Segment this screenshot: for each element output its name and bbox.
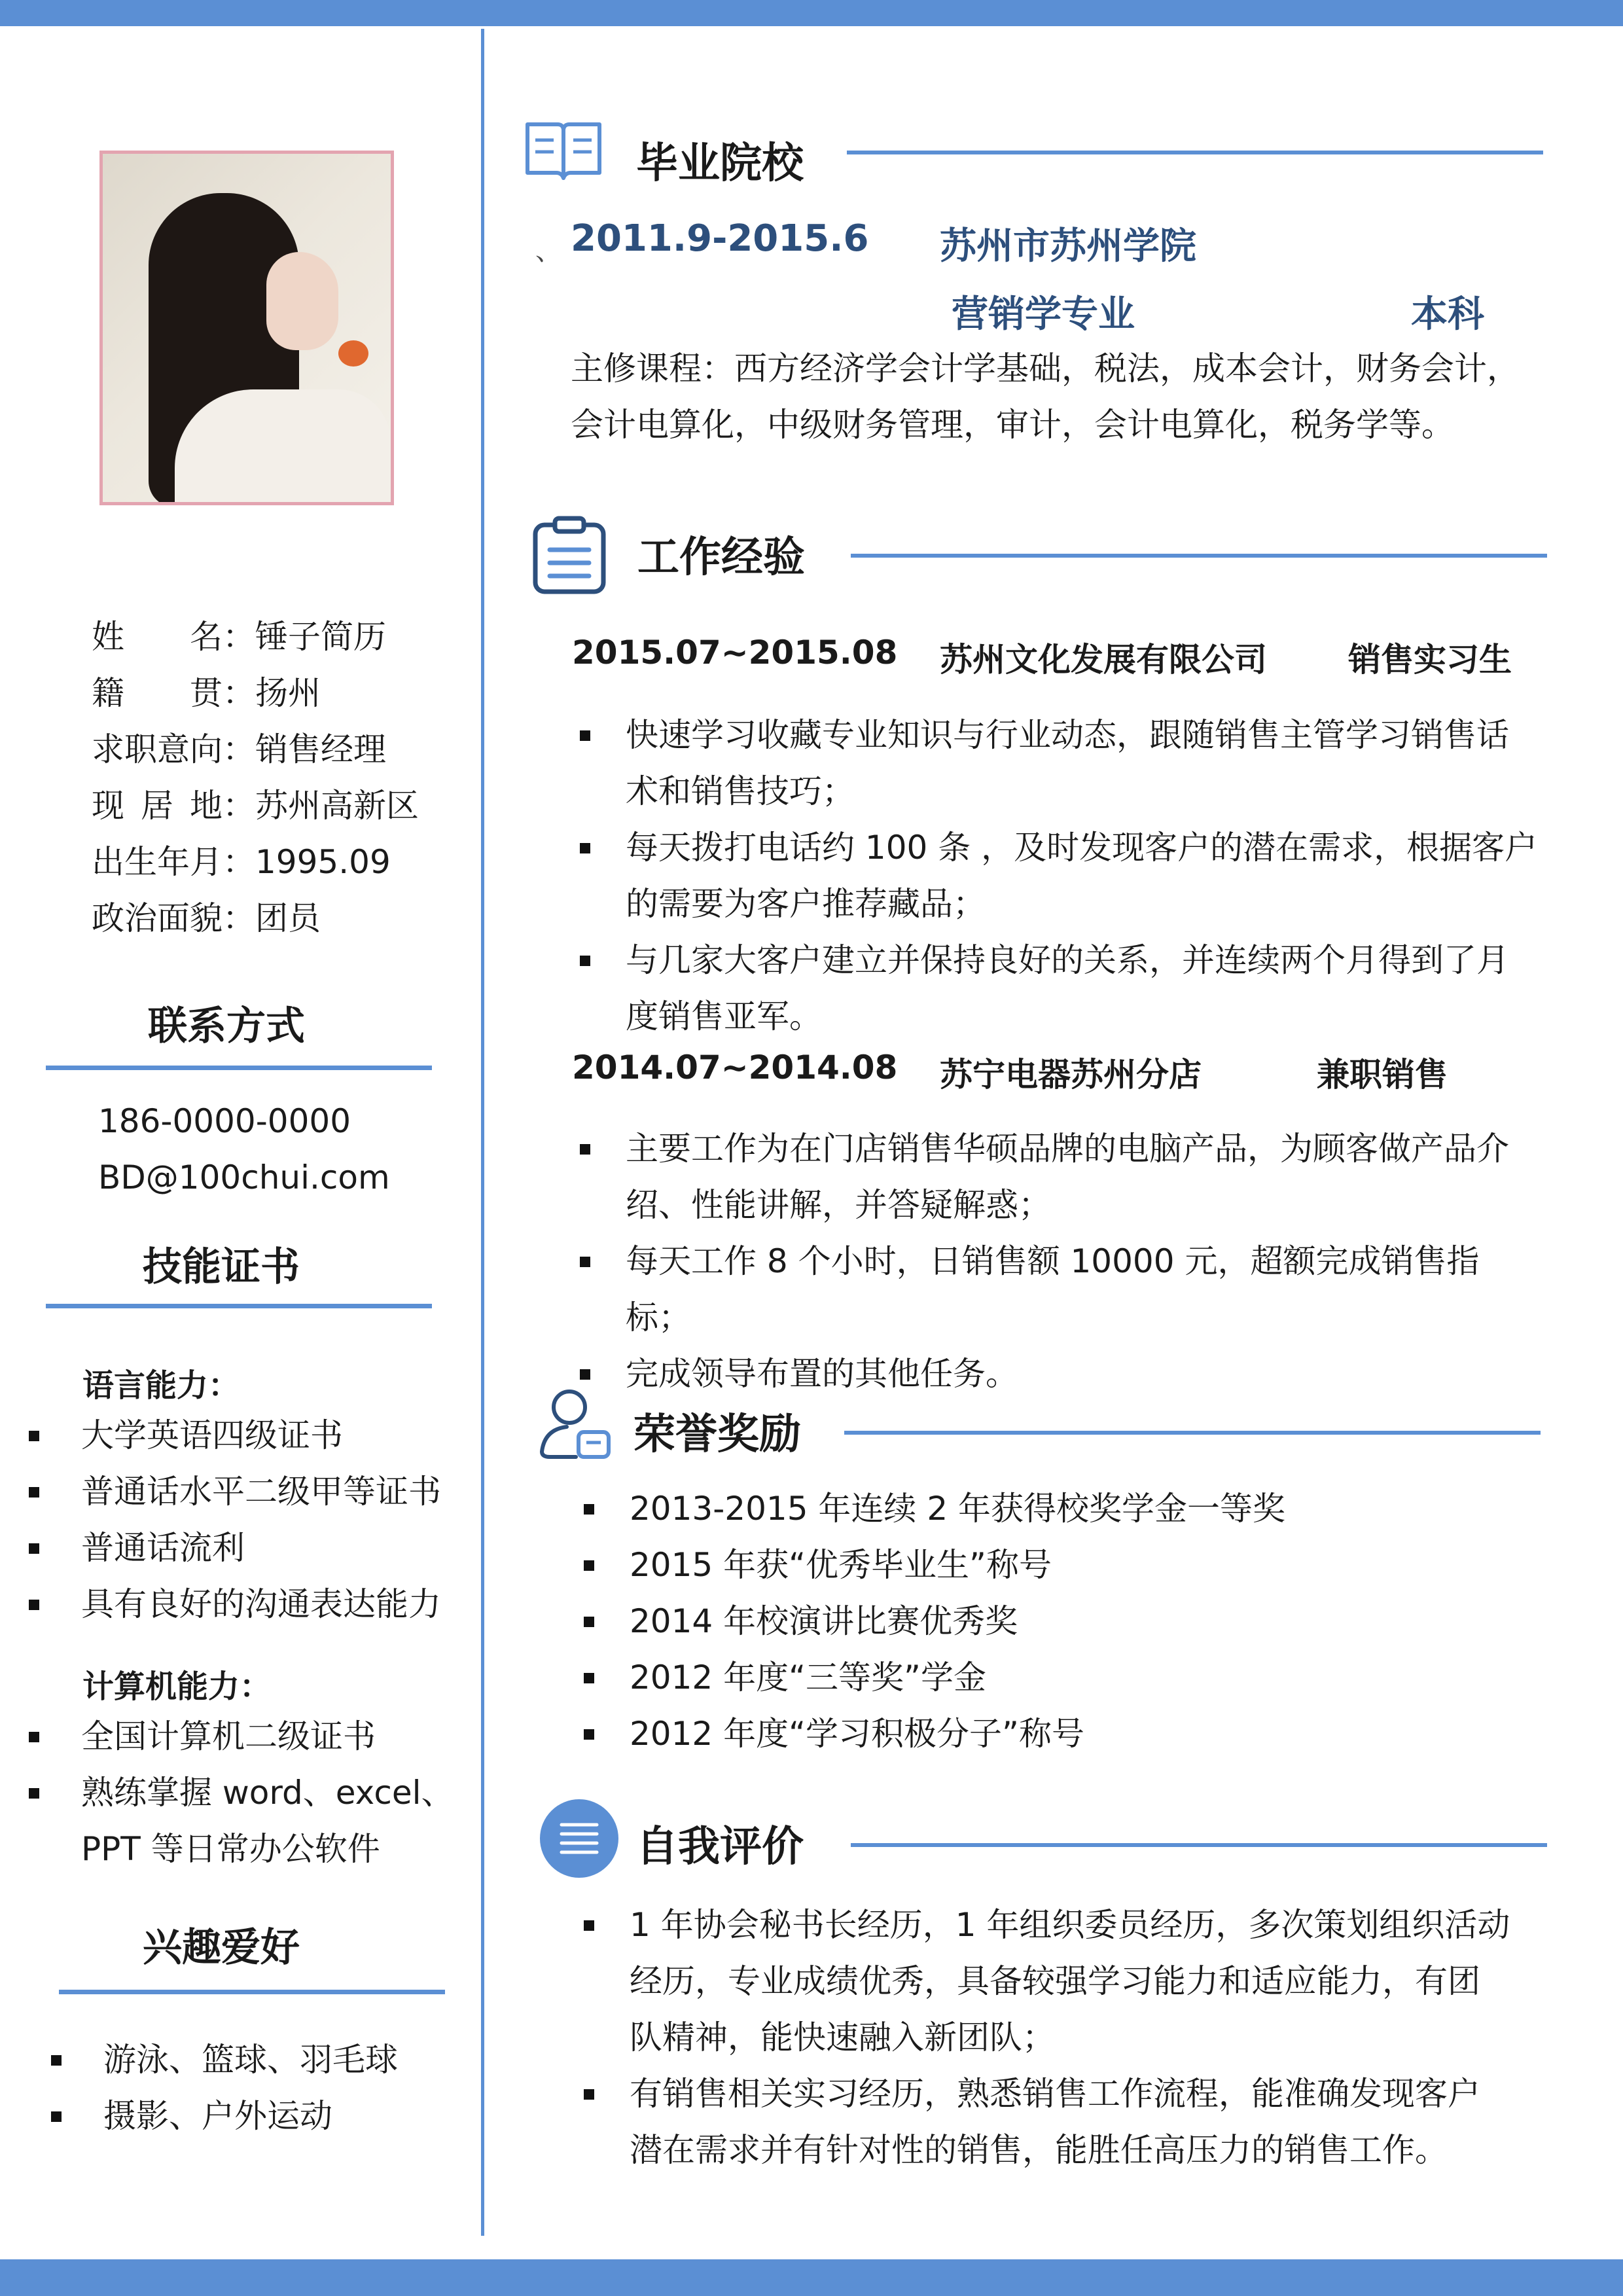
edu-date: 2011.9-2015.6 bbox=[571, 217, 869, 260]
info-value: 1995.09 bbox=[255, 843, 391, 881]
contact-rule bbox=[46, 1066, 432, 1070]
computer-skills-continued: PPT 等日常办公软件 bbox=[81, 1830, 380, 1868]
info-label-part: 政治面貌： bbox=[92, 899, 255, 937]
computer-skills-heading: 计算机能力： bbox=[82, 1668, 272, 1705]
info-label bbox=[92, 834, 255, 890]
photo-face bbox=[266, 252, 338, 350]
info-value: 销售经理 bbox=[255, 730, 386, 768]
language-skills-list bbox=[26, 1407, 441, 1632]
list-item-line: 队精神，能快速融入新团队； bbox=[630, 2018, 1055, 2056]
list-item: 摄影、户外运动 bbox=[48, 2088, 398, 2144]
info-label bbox=[92, 721, 255, 778]
list-item: 2012 年度“学习积极分子”称号 bbox=[577, 1706, 1546, 1762]
list-item bbox=[573, 707, 1542, 819]
edu-mark: 、 bbox=[535, 236, 562, 266]
list-item bbox=[577, 2066, 1546, 2178]
list-item: 普通话水平二级甲等证书 bbox=[26, 1463, 441, 1520]
list-item-line: 1 年协会秘书长经历，1 年组织委员经历，多次策划组织活动 bbox=[630, 1906, 1510, 1944]
info-label-part: 现 bbox=[92, 787, 124, 825]
list-circle-icon bbox=[539, 1799, 619, 1878]
list-item-line: 有销售相关实习经历，熟悉销售工作流程，能准确发现客户 bbox=[630, 2075, 1480, 2113]
job2-duties bbox=[573, 1121, 1542, 1402]
list-item-line: 经历，专业成绩优秀，具备较强学习能力和适应能力，有团 bbox=[630, 1962, 1480, 2000]
info-label bbox=[92, 665, 255, 721]
list-item: 普通话流利 bbox=[26, 1520, 441, 1576]
info-value: 扬州 bbox=[255, 674, 321, 712]
hobbies-rule bbox=[59, 1990, 445, 1994]
job2-role: 兼职销售 bbox=[1317, 1056, 1448, 1094]
job1-role: 销售实习生 bbox=[1348, 641, 1512, 679]
list-item bbox=[573, 819, 1542, 932]
list-item-line: 绍、性能讲解，并答疑解惑； bbox=[626, 1186, 1051, 1224]
job2-date: 2014.07~2014.08 bbox=[572, 1049, 898, 1086]
info-label-part: 求职意向： bbox=[92, 730, 255, 768]
edu-major: 营销学专业 bbox=[952, 293, 1135, 336]
info-row-political bbox=[92, 890, 419, 946]
self-eval-rule bbox=[851, 1843, 1547, 1847]
list-item bbox=[573, 1121, 1542, 1233]
info-row-objective bbox=[92, 721, 419, 778]
job1-duties bbox=[573, 707, 1542, 1045]
computer-skills-list bbox=[26, 1708, 454, 1821]
info-label bbox=[92, 778, 255, 834]
info-label-part: 贯： bbox=[190, 674, 255, 712]
job2-company: 苏宁电器苏州分店 bbox=[940, 1056, 1202, 1094]
list-item-line: 潜在需求并有针对性的销售，能胜任高压力的销售工作。 bbox=[630, 2131, 1448, 2169]
info-label-part: 姓 bbox=[92, 618, 124, 656]
job1-date: 2015.07~2015.08 bbox=[572, 634, 898, 672]
hobbies-list bbox=[48, 2032, 398, 2144]
honors-list bbox=[577, 1480, 1546, 1762]
list-item-line: 每天工作 8 个小时，日销售额 10000 元，超额完成销售指标； bbox=[626, 1242, 1480, 1336]
list-item-line: 度销售亚军。 bbox=[626, 997, 822, 1035]
info-row-birth bbox=[92, 834, 419, 890]
edu-courses bbox=[571, 340, 1539, 453]
user-award-icon bbox=[537, 1386, 613, 1462]
list-item-line: 完成领导布置的其他任务。 bbox=[626, 1355, 1018, 1393]
column-divider bbox=[481, 29, 484, 2236]
edu-degree: 本科 bbox=[1411, 293, 1484, 336]
list-item-line: 每天拨打电话约 100 条 ，及时发现客户的潜在需求，根据客户 bbox=[626, 829, 1538, 867]
honors-rule bbox=[844, 1431, 1541, 1435]
info-label-part: 地： bbox=[190, 787, 255, 825]
work-title: 工作经验 bbox=[637, 533, 805, 582]
list-item bbox=[573, 1346, 1542, 1402]
list-item: 2013-2015 年连续 2 年获得校奖学金一等奖 bbox=[577, 1480, 1546, 1537]
info-label-part: 出生年月： bbox=[92, 843, 255, 881]
list-item bbox=[577, 1897, 1546, 2066]
list-item: 游泳、篮球、羽毛球 bbox=[48, 2032, 398, 2088]
list-item: 具有良好的沟通表达能力 bbox=[26, 1576, 441, 1632]
info-label-part: 居 bbox=[141, 787, 173, 825]
bottom-accent-bar bbox=[0, 2259, 1623, 2296]
list-item: 2015 年获“优秀毕业生”称号 bbox=[577, 1537, 1546, 1593]
clipboard-icon bbox=[530, 514, 609, 596]
skills-heading: 技能证书 bbox=[143, 1244, 300, 1290]
info-label-part: 籍 bbox=[92, 674, 124, 712]
contact-email: BD@100chui.com bbox=[98, 1158, 390, 1196]
info-row-hometown bbox=[92, 665, 419, 721]
info-row-residence bbox=[92, 778, 419, 834]
list-item: 全国计算机二级证书 bbox=[26, 1708, 454, 1765]
photo-body bbox=[175, 389, 391, 505]
contact-heading: 联系方式 bbox=[148, 1003, 305, 1049]
top-accent-bar bbox=[0, 0, 1623, 26]
job1-company: 苏州文化发展有限公司 bbox=[940, 641, 1267, 679]
education-rule bbox=[847, 151, 1543, 154]
list-item-line: 的需要为客户推荐藏品； bbox=[626, 885, 986, 923]
edu-school: 苏州市苏州学院 bbox=[940, 225, 1196, 268]
photo-flower bbox=[338, 340, 368, 367]
list-item bbox=[573, 1233, 1542, 1346]
self-eval-title: 自我评价 bbox=[636, 1823, 804, 1871]
profile-photo bbox=[99, 151, 394, 505]
list-item-line: 与几家大客户建立并保持良好的关系，并连续两个月得到了月 bbox=[626, 941, 1509, 979]
honors-title: 荣誉奖励 bbox=[633, 1410, 801, 1459]
info-value: 苏州高新区 bbox=[255, 787, 419, 825]
language-skills-heading: 语言能力： bbox=[82, 1367, 240, 1404]
list-item bbox=[573, 932, 1542, 1045]
list-item-line: 快速学习收藏专业知识与行业动态，跟随销售主管学习销售话 bbox=[626, 716, 1509, 754]
info-label bbox=[92, 609, 255, 665]
edu-courses-line: 主修课程：西方经济学会计学基础，税法，成本会计，财务会计， bbox=[571, 350, 1520, 387]
info-row-name bbox=[92, 609, 419, 665]
book-icon bbox=[524, 118, 603, 183]
list-item: 2014 年校演讲比赛优秀奖 bbox=[577, 1593, 1546, 1649]
list-item: 2012 年度“三等奖”学金 bbox=[577, 1649, 1546, 1706]
edu-courses-line: 会计电算化，中级财务管理，审计，会计电算化，税务学等。 bbox=[571, 406, 1454, 444]
hobbies-heading: 兴趣爱好 bbox=[143, 1925, 300, 1971]
list-item: 大学英语四级证书 bbox=[26, 1407, 441, 1463]
education-title: 毕业院校 bbox=[636, 139, 804, 188]
contact-phone: 186-0000-0000 bbox=[98, 1102, 351, 1140]
info-label-part: 名： bbox=[190, 618, 255, 656]
list-item: 熟练掌握 word、excel、 bbox=[26, 1765, 454, 1821]
contact-block bbox=[98, 1093, 390, 1206]
list-item-line: 术和销售技巧； bbox=[626, 772, 855, 810]
self-eval-list bbox=[577, 1897, 1546, 2178]
skills-rule bbox=[46, 1304, 432, 1308]
info-value: 锤子简历 bbox=[255, 618, 386, 656]
info-label bbox=[92, 890, 255, 946]
info-value: 团员 bbox=[255, 899, 321, 937]
list-item-line: 主要工作为在门店销售华硕品牌的电脑产品，为顾客做产品介 bbox=[626, 1130, 1509, 1168]
personal-info bbox=[92, 609, 419, 946]
work-rule bbox=[851, 554, 1547, 558]
